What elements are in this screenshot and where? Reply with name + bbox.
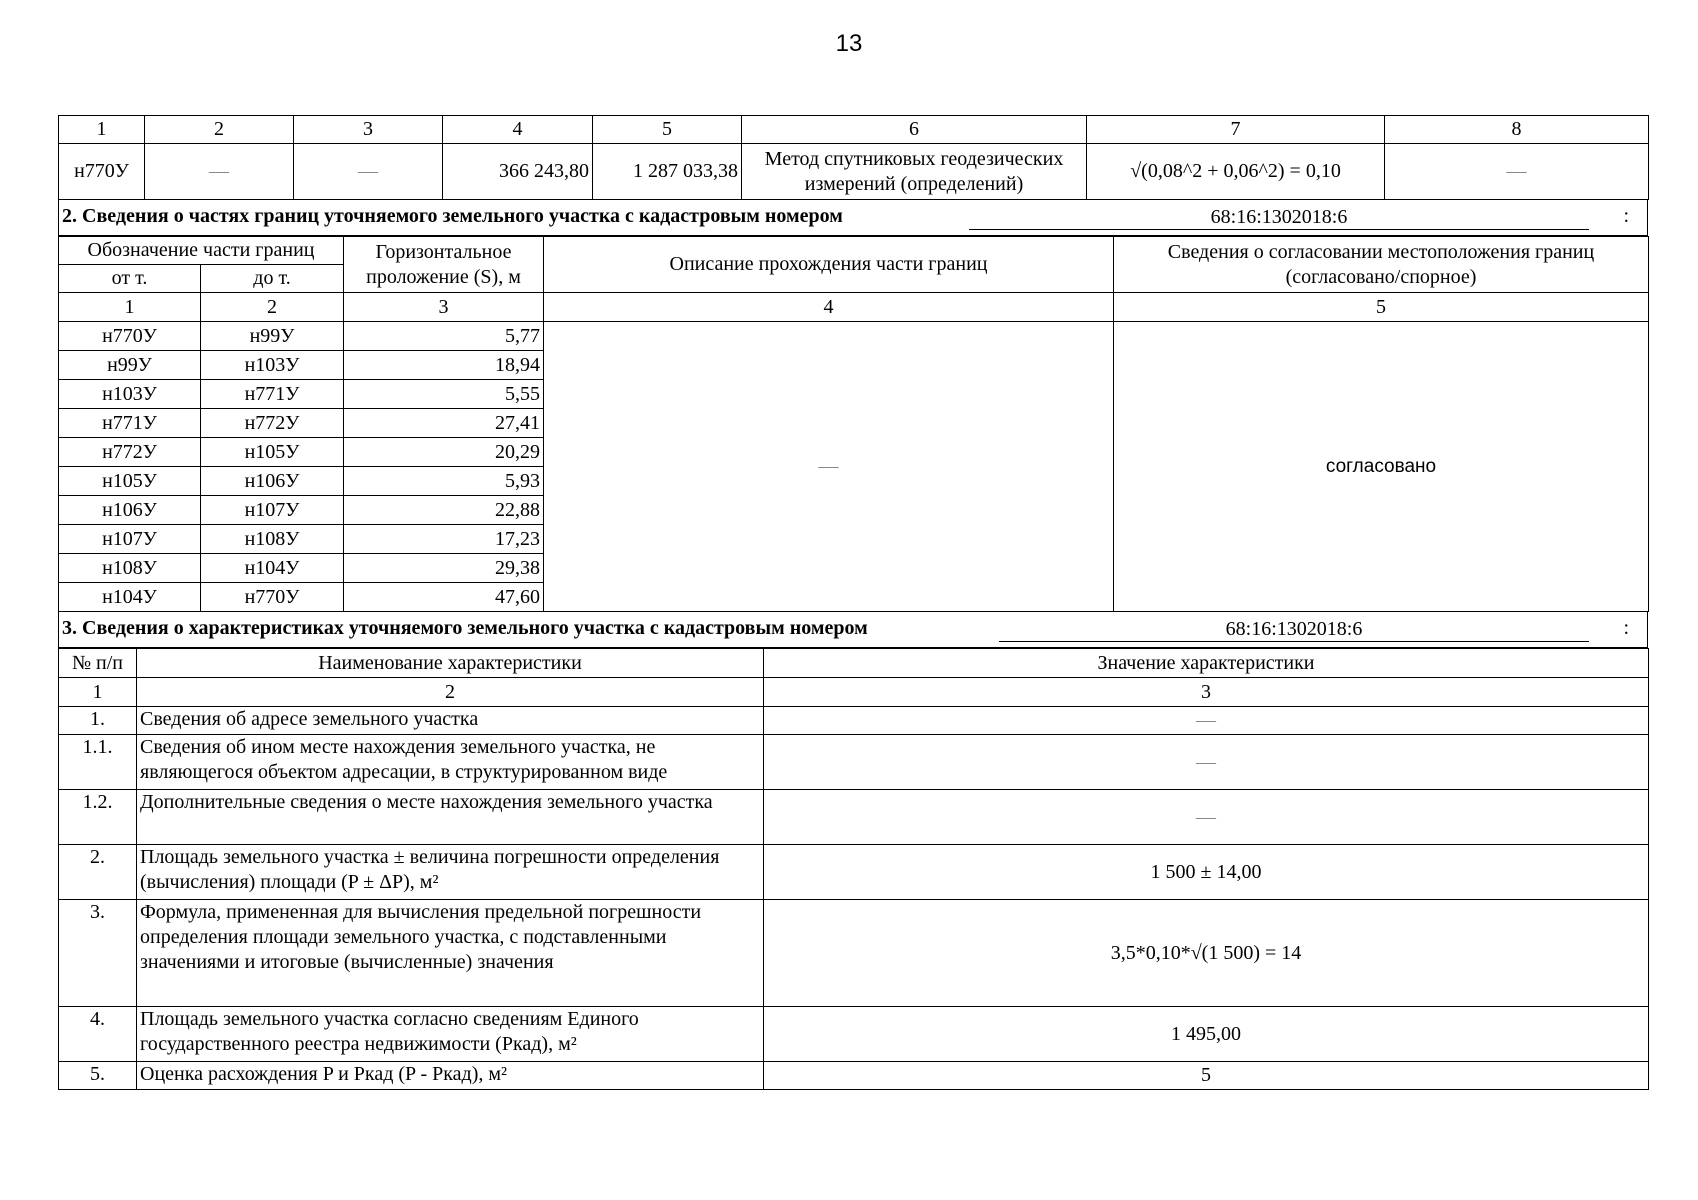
characteristic-value: 5: [764, 1062, 1649, 1090]
characteristic-value: —: [764, 735, 1649, 790]
colon: :: [1623, 617, 1629, 639]
from-point: н770У: [59, 322, 201, 351]
characteristic-name: Сведения об ином месте нахождения земельного участка, не являющегося объектом адресации, в структурированном виде: [137, 735, 764, 790]
row-number: 1.1.: [59, 735, 137, 790]
from-point: н105У: [59, 467, 201, 496]
method-cell: Метод спутниковых геодезических измерений (определений): [742, 144, 1087, 200]
characteristic-value: 1 495,00: [764, 1007, 1649, 1062]
section-2-title: 2. Сведения о частях границ уточняемого земельного участка с кадастровым номером: [62, 205, 843, 227]
from-point: н107У: [59, 525, 201, 554]
col-num-3: 3: [344, 293, 544, 322]
table-row: [59, 144, 1649, 200]
dash-cell: —: [294, 144, 443, 200]
from-point: н103У: [59, 380, 201, 409]
boundary-parts-table: [58, 236, 1649, 612]
col-num-6: 6: [742, 116, 1087, 144]
segment-length: 20,29: [344, 438, 544, 467]
row-number: 5.: [59, 1062, 137, 1090]
dash-cell: —: [1385, 144, 1649, 200]
dash-cell: —: [145, 144, 294, 200]
row-number: 3.: [59, 900, 137, 1007]
document-body: [58, 115, 1648, 1090]
col-num-1: 1: [59, 116, 145, 144]
num-header: № п/п: [59, 649, 137, 678]
table-row: [59, 790, 1649, 845]
to-point: н99У: [201, 322, 344, 351]
to-point: н106У: [201, 467, 344, 496]
to-point: н108У: [201, 525, 344, 554]
table-row: [59, 1007, 1649, 1062]
cadastral-number: 68:16:1302018:6: [969, 205, 1589, 230]
row-number: 4.: [59, 1007, 137, 1062]
characteristic-value: 1 500 ± 14,00: [764, 845, 1649, 900]
column-number-row: [59, 293, 1649, 322]
row-number: 1.2.: [59, 790, 137, 845]
col-num-8: 8: [1385, 116, 1649, 144]
to-point: н103У: [201, 351, 344, 380]
column-number-row: [59, 116, 1649, 144]
from-point: н106У: [59, 496, 201, 525]
segment-length: 18,94: [344, 351, 544, 380]
col-num-5: 5: [1114, 293, 1649, 322]
col-num-1: 1: [59, 293, 201, 322]
col-num-4: 4: [544, 293, 1114, 322]
coordinate-y: 1 287 033,38: [593, 144, 742, 200]
section-3-title: 3. Сведения о характеристиках уточняемого земельного участка с кадастровым номером: [62, 617, 868, 639]
colon: :: [1623, 205, 1629, 227]
table-row: [59, 900, 1649, 1007]
name-header: Наименование характеристики: [137, 649, 764, 678]
col-num-2: 2: [137, 678, 764, 707]
segment-length: 29,38: [344, 554, 544, 583]
length-header: Горизонтальное проложение (S), м: [344, 237, 544, 293]
table-row: [59, 1062, 1649, 1090]
from-point: н771У: [59, 409, 201, 438]
row-number: 1.: [59, 707, 137, 735]
description-value: —: [544, 322, 1114, 612]
characteristic-name: Площадь земельного участка согласно сведениям Единого государственного реестра недвижимости (Pкад), м²: [137, 1007, 764, 1062]
to-point: н104У: [201, 554, 344, 583]
segment-length: 5,77: [344, 322, 544, 351]
section-2-title-bar: [58, 200, 1648, 236]
accuracy-formula: √(0,08^2 + 0,06^2) = 0,10: [1087, 144, 1385, 200]
to-point: н105У: [201, 438, 344, 467]
characteristic-value: 3,5*0,10*√(1 500) = 14: [764, 900, 1649, 1007]
designation-header: Обозначение части границ: [59, 237, 344, 265]
segment-length: 47,60: [344, 583, 544, 612]
characteristics-table: [58, 648, 1649, 1090]
to-point-header: до т.: [201, 265, 344, 293]
characteristic-name: Площадь земельного участка ± величина погрешности определения (вычисления) площади (P ± ΔP), м²: [137, 845, 764, 900]
boundary-points-table: [58, 115, 1649, 200]
cadastral-number: 68:16:1302018:6: [999, 617, 1589, 642]
from-point: н99У: [59, 351, 201, 380]
from-point: н108У: [59, 554, 201, 583]
col-num-2: 2: [145, 116, 294, 144]
to-point: н107У: [201, 496, 344, 525]
page-number: 13: [835, 30, 863, 57]
segment-length: 17,23: [344, 525, 544, 554]
to-point: н770У: [201, 583, 344, 612]
col-num-2: 2: [201, 293, 344, 322]
segment-length: 27,41: [344, 409, 544, 438]
characteristic-value: —: [764, 790, 1649, 845]
col-num-1: 1: [59, 678, 137, 707]
section-3-title-bar: [58, 612, 1648, 648]
characteristic-value: —: [764, 707, 1649, 735]
col-num-3: 3: [764, 678, 1649, 707]
characteristic-name: Формула, примененная для вычисления предельной погрешности определения площади земельного участка, с подставленными значениями и итоговые (вычисленные) значения: [137, 900, 764, 1007]
agreement-header: Сведения о согласовании местоположения границ (согласовано/спорное): [1114, 237, 1649, 293]
from-point: н772У: [59, 438, 201, 467]
value-header: Значение характеристики: [764, 649, 1649, 678]
description-header: Описание прохождения части границ: [544, 237, 1114, 293]
from-point: н104У: [59, 583, 201, 612]
table-row: [59, 845, 1649, 900]
col-num-3: 3: [294, 116, 443, 144]
row-number: 2.: [59, 845, 137, 900]
col-num-4: 4: [443, 116, 593, 144]
segment-length: 5,93: [344, 467, 544, 496]
table-row: [59, 322, 1649, 351]
point-designation: н770У: [59, 144, 145, 200]
segment-length: 5,55: [344, 380, 544, 409]
agreement-value: согласовано: [1114, 322, 1649, 612]
from-point-header: от т.: [59, 265, 201, 293]
characteristic-name: Сведения об адресе земельного участка: [137, 707, 764, 735]
coordinate-x: 366 243,80: [443, 144, 593, 200]
table-row: [59, 735, 1649, 790]
column-number-row: [59, 678, 1649, 707]
col-num-5: 5: [593, 116, 742, 144]
col-num-7: 7: [1087, 116, 1385, 144]
characteristic-name: Оценка расхождения P и Pкад (P - Pкад), м²: [137, 1062, 764, 1090]
to-point: н771У: [201, 380, 344, 409]
segment-length: 22,88: [344, 496, 544, 525]
characteristic-name: Дополнительные сведения о месте нахождения земельного участка: [137, 790, 764, 845]
table-row: [59, 707, 1649, 735]
to-point: н772У: [201, 409, 344, 438]
